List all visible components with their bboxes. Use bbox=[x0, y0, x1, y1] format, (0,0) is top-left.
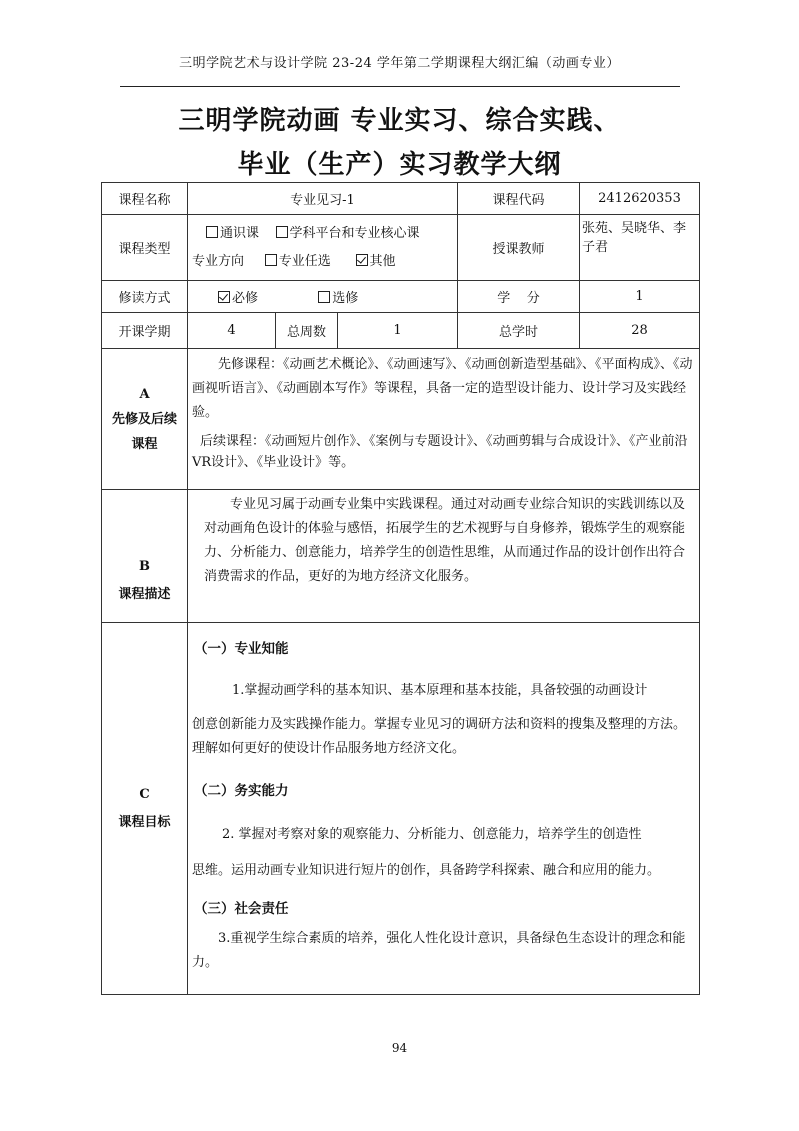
objective-heading-3: （三）社会责任 bbox=[194, 901, 289, 917]
option-required[interactable]: 必修 bbox=[218, 291, 258, 306]
row-semester bbox=[102, 313, 700, 349]
syllabus-table bbox=[101, 182, 700, 995]
course-code-value: 2412620353 bbox=[580, 183, 700, 215]
objective-heading-2: （二）务实能力 bbox=[194, 783, 289, 799]
option-direction-text: 专业方向 bbox=[192, 253, 245, 269]
section-a-label bbox=[102, 349, 188, 490]
objective-2-rest: 思维。运用动画专业知识进行短片的创作，具备跨学科探索、融合和应用的能力。 bbox=[192, 863, 661, 878]
row-course-type bbox=[102, 215, 700, 281]
course-name-value: 专业见习-1 bbox=[188, 183, 458, 215]
option-general[interactable]: 通识课 bbox=[206, 226, 259, 241]
checkbox-unchecked-icon[interactable] bbox=[206, 226, 218, 238]
checkbox-unchecked-icon[interactable] bbox=[265, 254, 277, 266]
option-elective[interactable]: 专业任选 bbox=[265, 254, 331, 269]
weeks-label: 总周数 bbox=[276, 313, 338, 349]
objective-heading-1: （一）专业知能 bbox=[194, 641, 289, 657]
course-name-label: 课程名称 bbox=[102, 183, 188, 215]
course-description-text: 专业见习属于动画专业集中实践课程。通过对动画专业综合知识的实践训练以及对动画角色设计的体验与感悟，拓展学生的艺术视野与自身修养，锻炼学生的观察能力、分析能力、创意能力，培养学生的创造性思维，从而通过作品的设计创作出符合消费需求的作品，更好的为地方经济文化服务。 bbox=[204, 497, 686, 584]
objective-1-rest: 创意创新能力及实践操作能力。掌握专业见习的调研方法和资料的搜集及整理的方法。理解如何更好的使设计作品服务地方经济文化。 bbox=[192, 717, 687, 756]
hours-value: 28 bbox=[580, 313, 700, 349]
prereq-text: 先修课程：《动画艺术概论》、《动画速写》、《动画创新造型基础》、《平面构成》、《动画视听语言》、《动画剧本写作》等课程，具备一定的造型设计能力、设计学习及实践经验。 bbox=[192, 357, 693, 420]
checkbox-checked-icon[interactable] bbox=[218, 291, 230, 303]
section-b-content bbox=[188, 490, 700, 623]
objective-2-line1: 2. 掌握对考察对象的观察能力、分析能力、创意能力，培养学生的创造性 bbox=[222, 827, 642, 842]
course-code-label: 课程代码 bbox=[458, 183, 580, 215]
credit-label: 学 分 bbox=[458, 281, 580, 313]
row-section-a bbox=[102, 349, 700, 490]
followup-text: 后续课程：《动画短片创作》、《案例与专题设计》、《动画剪辑与合成设计》、《产业前沿VR设计》、《毕业设计》等。 bbox=[192, 434, 688, 470]
section-a-label-line1: 先修及后续 bbox=[111, 411, 177, 427]
checkbox-unchecked-icon[interactable] bbox=[318, 291, 330, 303]
semester-label: 开课学期 bbox=[102, 313, 188, 349]
section-a-label-line2: 课程 bbox=[131, 436, 158, 452]
section-b-label bbox=[102, 490, 188, 623]
objective-3-text: 3.重视学生综合素质的培养，强化人性化设计意识，具备绿色生态设计的理念和能力。 bbox=[192, 931, 686, 970]
semester-value: 4 bbox=[188, 313, 276, 349]
section-b-label-text: 课程描述 bbox=[118, 587, 171, 602]
header-rule bbox=[120, 86, 680, 87]
checkbox-unchecked-icon[interactable] bbox=[276, 226, 288, 238]
running-header: 三明学院艺术与设计学院 23-24 学年第二学期课程大纲汇编（动画专业） bbox=[179, 56, 620, 71]
row-course-name bbox=[102, 183, 700, 215]
objective-1-line1: 1.掌握动画学科的基本知识、基本原理和基本技能，具备较强的动画设计 bbox=[232, 683, 648, 698]
checkbox-checked-icon[interactable] bbox=[356, 254, 368, 266]
page-number: 94 bbox=[391, 1041, 408, 1055]
study-mode-options bbox=[188, 281, 458, 313]
section-c-label bbox=[102, 623, 188, 995]
row-study-mode bbox=[102, 281, 700, 313]
row-section-b bbox=[102, 490, 700, 623]
option-core[interactable]: 学科平台和专业核心课 bbox=[276, 226, 420, 241]
study-mode-label: 修读方式 bbox=[102, 281, 188, 313]
section-b-letter: B bbox=[139, 559, 150, 574]
teacher-value: 张苑、吴晓华、李子君 bbox=[580, 215, 700, 281]
section-c-label-text: 课程目标 bbox=[118, 814, 171, 830]
hours-label: 总学时 bbox=[458, 313, 580, 349]
weeks-value: 1 bbox=[338, 313, 458, 349]
credit-value: 1 bbox=[580, 281, 700, 313]
section-c-content bbox=[188, 623, 700, 995]
option-other[interactable]: 其他 bbox=[356, 254, 396, 269]
document-title-line2: 毕业（生产）实习教学大纲 bbox=[237, 150, 562, 180]
document-title-line1: 三明学院动画 专业实习、综合实践、 bbox=[178, 106, 621, 136]
row-section-c bbox=[102, 623, 700, 995]
section-a-content bbox=[188, 349, 700, 490]
course-type-options bbox=[188, 215, 458, 281]
section-c-letter: C bbox=[139, 786, 150, 802]
course-type-label: 课程类型 bbox=[102, 215, 188, 281]
section-a-letter: A bbox=[139, 386, 150, 402]
teacher-label: 授课教师 bbox=[458, 215, 580, 281]
option-selective[interactable]: 选修 bbox=[318, 291, 358, 306]
